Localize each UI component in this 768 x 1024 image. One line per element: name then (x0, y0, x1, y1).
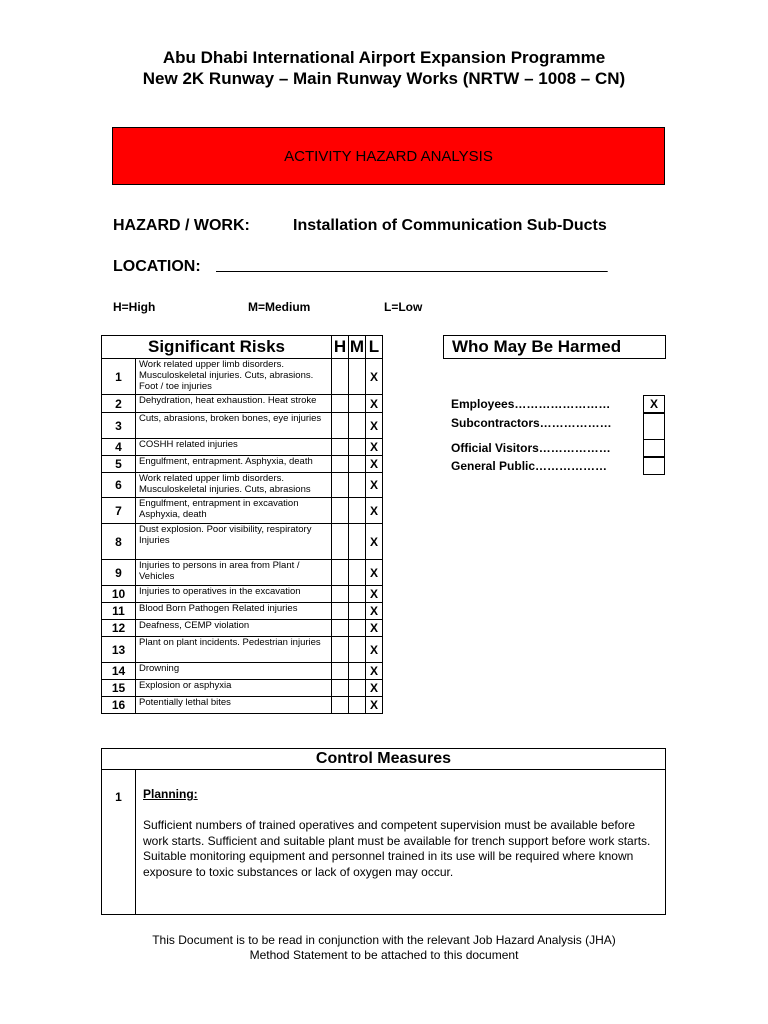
risk-row (102, 395, 383, 413)
risk-row (102, 456, 383, 473)
risk-rating-medium (349, 620, 366, 637)
risk-number: 13 (102, 637, 136, 663)
harmed-checkbox-subcontractors[interactable] (643, 413, 665, 440)
risk-rating-low: X (366, 498, 383, 524)
risk-rating-low: X (366, 359, 383, 395)
risk-description: Cuts, abrasions, broken bones, eye injuries (136, 413, 332, 439)
risk-description: Blood Born Pathogen Related injuries (136, 603, 332, 620)
risk-rating-low: X (366, 663, 383, 680)
control-measure-text: Sufficient numbers of trained operatives and competent supervision must be available before work starts. Sufficient and suitable plant must be available for trench support before work starts. Suitable monitoring equipment and personnel trained in its use will be required where known exposure to toxic substances or lack of oxygen may occur. (143, 818, 651, 879)
risk-rating-low: X (366, 439, 383, 456)
risk-rating-low: X (366, 603, 383, 620)
risk-rating-high (332, 524, 349, 560)
risk-row (102, 560, 383, 586)
harmed-checkbox-official-visitors[interactable] (643, 439, 665, 457)
risk-rating-low: X (366, 620, 383, 637)
hazard-label: HAZARD / WORK: (113, 217, 250, 234)
risk-description: Dehydration, heat exhaustion. Heat stroke (136, 395, 332, 413)
risk-rating-medium (349, 359, 366, 395)
risk-number: 14 (102, 663, 136, 680)
footer-line1: This Document is to be read in conjunction with the relevant Job Hazard Analysis (JHA) (152, 933, 616, 947)
risk-rating-medium (349, 395, 366, 413)
risk-rating-high (332, 498, 349, 524)
risk-row (102, 413, 383, 439)
document-title-line2: New 2K Runway – Main Runway Works (NRTW – 1008 – CN) (142, 69, 626, 88)
risk-rating-medium (349, 586, 366, 603)
risk-rating-medium (349, 603, 366, 620)
risk-description: Plant on plant incidents. Pedestrian injuries (136, 637, 332, 663)
risk-rating-medium (349, 498, 366, 524)
risk-rating-high (332, 637, 349, 663)
who-may-be-harmed-title: Who May Be Harmed (443, 335, 666, 359)
risk-description: Explosion or asphyxia (136, 680, 332, 697)
risk-number: 8 (102, 524, 136, 560)
risk-description: Potentially lethal bites (136, 697, 332, 714)
risk-rating-low: X (366, 456, 383, 473)
risk-rating-low: X (366, 413, 383, 439)
risk-rating-high (332, 456, 349, 473)
risk-description: Drowning (136, 663, 332, 680)
risk-rating-high (332, 603, 349, 620)
risk-rating-low: X (366, 680, 383, 697)
risk-row (102, 359, 383, 395)
risk-rating-medium (349, 456, 366, 473)
risk-rating-medium (349, 473, 366, 498)
risk-number: 10 (102, 586, 136, 603)
risk-rating-medium (349, 680, 366, 697)
risk-row (102, 663, 383, 680)
document-title-line1: Abu Dhabi International Airport Expansion Programme (162, 48, 606, 67)
risk-row (102, 603, 383, 620)
risk-row (102, 439, 383, 456)
harmed-label-employees: Employees…………………… (451, 397, 611, 411)
risk-number: 6 (102, 473, 136, 498)
legend-high: H=High (113, 300, 156, 314)
harmed-checkbox-employees[interactable]: X (643, 395, 665, 413)
control-measure-subtitle: Planning: (143, 787, 198, 801)
risk-rating-medium (349, 560, 366, 586)
location-label: LOCATION: (113, 258, 201, 275)
legend-low: L=Low (384, 300, 423, 314)
risk-description: Work related upper limb disorders. Musculoskeletal injuries. Cuts, abrasions (136, 473, 332, 498)
harmed-checkbox-general-public[interactable] (643, 457, 665, 475)
risk-rating-low: X (366, 637, 383, 663)
hazard-value: Installation of Communication Sub-Ducts (293, 217, 607, 234)
risk-number: 1 (102, 359, 136, 395)
risk-rating-medium (349, 439, 366, 456)
control-measure-number: 1 (102, 770, 136, 914)
risks-header-l: L (366, 336, 383, 359)
risk-number: 2 (102, 395, 136, 413)
risk-description: Engulfment, entrapment. Asphyxia, death (136, 456, 332, 473)
risk-rating-high (332, 560, 349, 586)
harmed-label-subcontractors: Subcontractors……………… (451, 416, 612, 430)
risk-row (102, 620, 383, 637)
risk-rating-high (332, 586, 349, 603)
risk-description: COSHH related injuries (136, 439, 332, 456)
risk-number: 7 (102, 498, 136, 524)
risk-description: Injuries to persons in area from Plant / Vehicles (136, 560, 332, 586)
risk-number: 4 (102, 439, 136, 456)
risk-row (102, 473, 383, 498)
control-measures-box (101, 748, 666, 915)
risk-rating-high (332, 413, 349, 439)
legend-medium: M=Medium (248, 300, 311, 314)
risk-rating-high (332, 473, 349, 498)
risk-rating-low: X (366, 586, 383, 603)
risk-number: 9 (102, 560, 136, 586)
risk-rating-medium (349, 663, 366, 680)
risk-rating-high (332, 359, 349, 395)
risk-number: 11 (102, 603, 136, 620)
risk-description: Dust explosion. Poor visibility, respiratory Injuries (136, 524, 332, 560)
risk-rating-medium (349, 413, 366, 439)
risk-rating-high (332, 697, 349, 714)
significant-risks-table (101, 335, 383, 714)
risk-row (102, 697, 383, 714)
risk-rating-medium (349, 697, 366, 714)
risk-description: Deafness, CEMP violation (136, 620, 332, 637)
risk-rating-high (332, 663, 349, 680)
risk-row (102, 586, 383, 603)
risk-number: 3 (102, 413, 136, 439)
risk-number: 5 (102, 456, 136, 473)
location-field[interactable]: ____________________________________________ (216, 256, 608, 273)
risk-number: 16 (102, 697, 136, 714)
risk-rating-low: X (366, 524, 383, 560)
risk-rating-low: X (366, 560, 383, 586)
risk-description: Work related upper limb disorders. Musculoskeletal injuries. Cuts, abrasions. Foot / toe injuries (136, 359, 332, 395)
harmed-label-general-public: General Public……………… (451, 459, 608, 473)
risk-number: 12 (102, 620, 136, 637)
risk-rating-low: X (366, 395, 383, 413)
risk-rating-low: X (366, 697, 383, 714)
risk-rating-high (332, 680, 349, 697)
risk-number: 15 (102, 680, 136, 697)
risks-header-title: Significant Risks (102, 336, 332, 359)
risk-rating-high (332, 395, 349, 413)
risks-header-h: H (332, 336, 349, 359)
activity-hazard-banner: ACTIVITY HAZARD ANALYSIS (112, 127, 665, 185)
footer-line2: Method Statement to be attached to this document (249, 948, 519, 962)
risk-rating-medium (349, 524, 366, 560)
risk-row (102, 637, 383, 663)
risk-rating-medium (349, 637, 366, 663)
risks-header-m: M (349, 336, 366, 359)
risk-rating-low: X (366, 473, 383, 498)
risk-rating-high (332, 620, 349, 637)
risk-row (102, 524, 383, 560)
risk-row (102, 498, 383, 524)
risk-description: Engulfment, entrapment in excavation Asphyxia, death (136, 498, 332, 524)
risk-description: Injuries to operatives in the excavation (136, 586, 332, 603)
risk-row (102, 680, 383, 697)
control-measures-title: Control Measures (102, 749, 665, 770)
harmed-label-official-visitors: Official Visitors……………… (451, 441, 611, 455)
risk-rating-high (332, 439, 349, 456)
